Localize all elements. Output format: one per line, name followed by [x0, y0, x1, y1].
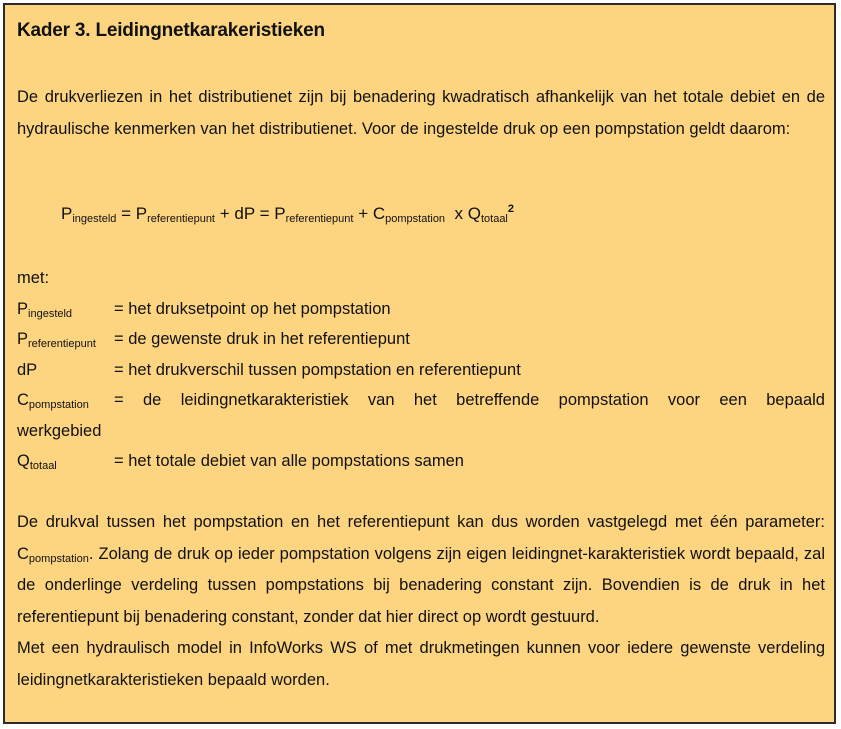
closing-text: . Zolang de druk op ieder pompstation volgens zijn eigen leidingnet-karakteristiek wordt bepaald, zal de onderlinge verdeling tussen pompstations bij benadering constant zijn. Bovendien is de druk in het referentiepunt bij benadering constant, zonder dat hier direct op wordt gestuurd. — [17, 544, 825, 626]
definition-row — [17, 294, 825, 325]
definition-row — [17, 446, 825, 477]
definition-row — [17, 385, 825, 416]
formula-exponent: 2 — [507, 203, 515, 215]
definition-text: = het drukverschil tussen pompstation en referentiepunt — [114, 360, 521, 379]
definition-symbol: $C_{pompstation}$ — [17, 391, 89, 411]
formula-part: + dP = P — [215, 204, 286, 223]
definition-text: = de gewenste druk in het referentiepunt — [114, 330, 410, 348]
definition-row — [17, 324, 825, 355]
met-label: met: — [17, 269, 50, 287]
closing-paragraph — [17, 507, 825, 696]
definitions-list — [17, 263, 825, 477]
formula-subscript: referentiepunt — [285, 213, 354, 225]
definition-text: = het druksetpoint op het pompstation — [114, 299, 391, 318]
closing-text: Met een hydraulisch model in InfoWorks WS of met drukmetingen kunnen voor iedere gewenste verdeling leidingnetkarakteristieken bepaald worden. — [17, 639, 825, 689]
definition-symbol: $Q_{totaal}$ — [17, 452, 57, 472]
closing-text: De drukval tussen het pompstation en het referentiepunt kan dus worden vastgelegd met één parameter: C — [17, 513, 825, 563]
definition-symbol: $P_{referentiepunt}$ — [17, 330, 96, 350]
definition-symbol: $P_{ingesteld}$ — [17, 299, 73, 320]
formula-subscript: pompstation — [385, 213, 446, 225]
definition-continuation: werkgebied — [17, 421, 102, 440]
formula-subscript: totaal — [480, 213, 508, 225]
intro-paragraph: De drukverliezen in het distributienet zijn bij benadering kwadratisch afhankelijk van het totale debiet en de hydraulische kenmerken van het distributienet. Voor de ingestelde druk op een pompstation geldt daarom: — [17, 88, 825, 138]
kader-box — [3, 3, 836, 724]
formula-part: x Q — [445, 204, 481, 223]
formula-subscript: referentiepunt — [147, 213, 215, 225]
definition-text: = de leidingnetkarakteristiek van het betreffende pompstation voor een bepaald — [114, 391, 825, 409]
definition-text: = het totale debiet van alle pompstations samen — [114, 452, 464, 470]
kader-title: Kader 3. Leidingnetkarakeristieken — [17, 20, 325, 41]
formula-part: P — [61, 204, 73, 223]
closing-subscript: pompstation — [28, 552, 89, 565]
formula — [61, 204, 514, 224]
formula-part: + C — [353, 204, 386, 223]
definition-symbol: dP — [17, 360, 38, 379]
formula-subscript: ingesteld — [72, 213, 117, 225]
definition-row — [17, 355, 825, 386]
formula-part: = P — [116, 204, 148, 223]
